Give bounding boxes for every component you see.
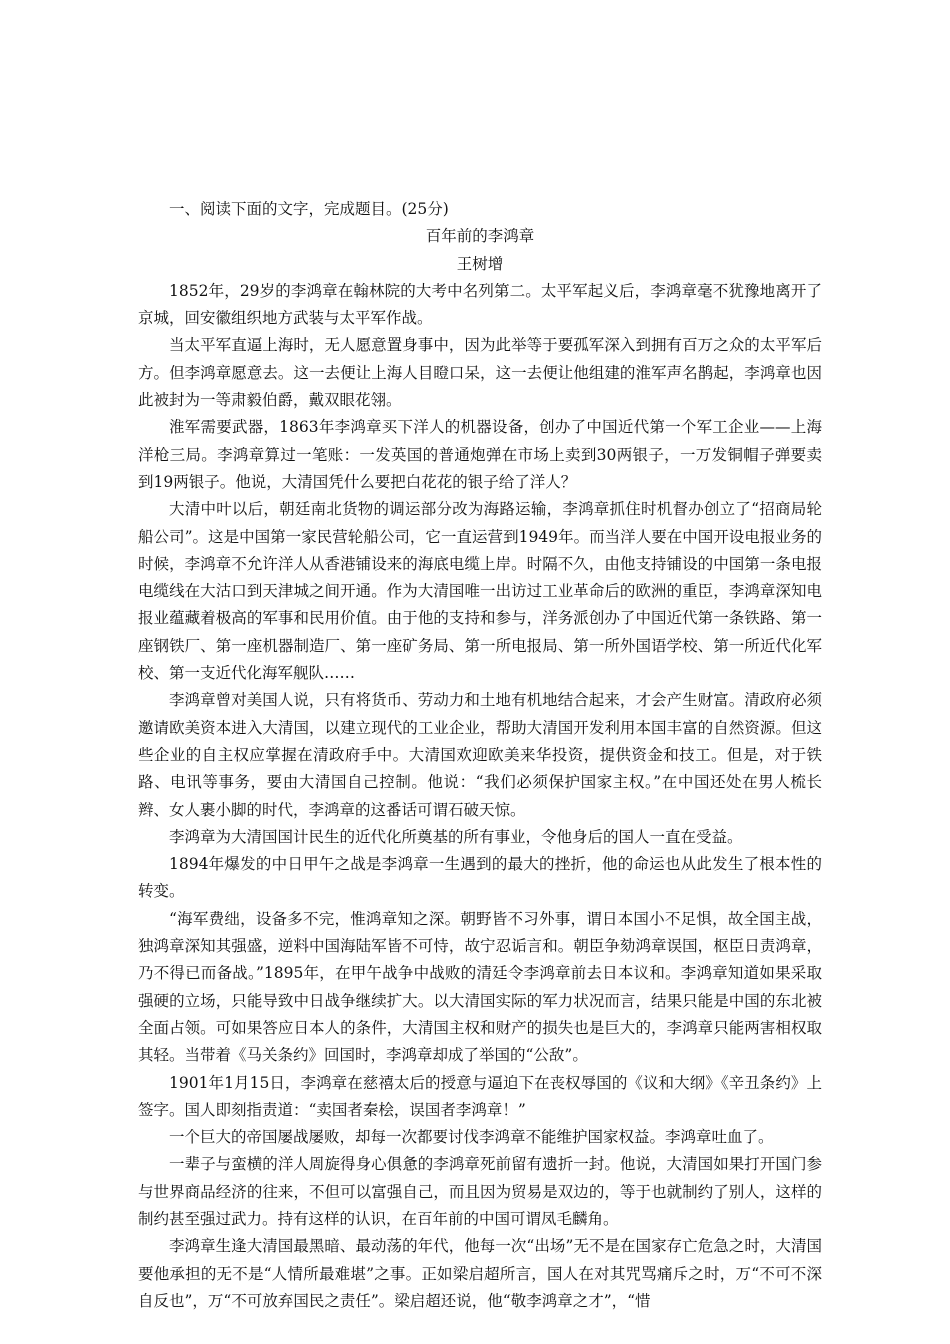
- paragraph-6: 李鸿章为大清国国计民生的近代化所奠基的所有事业，令他身后的国人一直在受益。: [169, 827, 743, 846]
- paragraph-2: 当太平军直逼上海时，无人愿意置身事中，因为此举等于要孤军深入到拥有百万之众的太平军后方。但李鸿章愿意去。这一去便让上海人目瞪口呆，这一去便让他组建的淮军声名鹊起，李鸿章也因此被封为一等肃毅伯爵，戴双眼花翎。: [138, 336, 822, 410]
- paragraph-8: “海军费绌，设备多不完，惟鸿章知之深。朝野皆不习外事，谓日本国小不足惧，故全国主战，独鸿章深知其强盛，逆料中国海陆军皆不可恃，故宁忍诟言和。朝臣争劾鸿章误国，枢臣日责鸿章，乃不得已而备战。”1895年，在甲午战争中战败的清廷令李鸿章前去日本议和。李鸿章知道如果采取强硬的立场，只能导致中日战争继续扩大。以大清国实际的军力状况而言，结果只能是中国的东北被全面占领。可如果答应日本人的条件，大清国主权和财产的损失也是巨大的，李鸿章只能两害相权取其轻。当带着《马关条约》回国时，李鸿章却成了举国的“公敌”。: [138, 909, 822, 1065]
- paragraph-4: 大清中叶以后，朝廷南北货物的调运部分改为海路运输，李鸿章抓住时机督办创立了“招商局轮船公司”。这是中国第一家民营轮船公司，它一直运营到1949年。而当洋人要在中国开设电报业务的时候，李鸿章不允许洋人从香港铺设来的海底电缆上岸。时隔不久，由他支持铺设的中国第一条电报电缆线在大沽口到天津城之间开通。作为大清国唯一出访过工业革命后的欧洲的重臣，李鸿章深知电报业蕴藏着极高的军事和民用价值。由于他的支持和参与，洋务派创办了中国近代第一条铁路、第一座钢铁厂、第一座机器制造厂、第一座矿务局、第一所电报局、第一所外国语学校、第一所近代化军校、第一支近代化海军舰队……: [138, 500, 822, 683]
- document-page: [138, 196, 822, 1315]
- question-heading: 一、阅读下面的文字，完成题目。(25分): [169, 200, 449, 218]
- article-author: 王树增: [456, 254, 504, 273]
- paragraph-12: 李鸿章生逢大清国最黑暗、最动荡的年代，他每一次“出场”无不是在国家存亡危急之时，大清国要他承担的无不是“人情所最难堪”之事。正如梁启超所言，国人在对其咒骂痛斥之时，万“不可不深自反也”，万“不可放弃国民之责任”。梁启超还说，他“敬李鸿章之才”，“惜: [138, 1237, 822, 1310]
- paragraph-3: 淮军需要武器，1863年李鸿章买下洋人的机器设备，创办了中国近代第一个军工企业——上海洋枪三局。李鸿章算过一笔账：一发英国的普通炮弹在市场上卖到30两银子，一万发铜帽子弹要卖到19两银子。他说，大清国凭什么要把白花花的银子给了洋人？: [138, 418, 822, 491]
- paragraph-11: 一辈子与蛮横的洋人周旋得身心俱惫的李鸿章死前留有遗折一封。他说，大清国如果打开国门参与世界商品经济的往来，不但可以富强自己，而且因为贸易是双边的，等于也就制约了别人，这样的制约甚至强过武力。持有这样的认识，在百年前的中国可谓凤毛麟角。: [138, 1155, 822, 1228]
- paragraph-1: 1852年，29岁的李鸿章在翰林院的大考中名列第二。太平军起义后，李鸿章毫不犹豫地离开了京城，回安徽组织地方武装与太平军作战。: [138, 281, 822, 328]
- paragraph-5: 李鸿章曾对美国人说，只有将货币、劳动力和土地有机地结合起来，才会产生财富。清政府必须邀请欧美资本进入大清国，以建立现代的工业企业，帮助大清国开发利用本国丰富的自然资源。但这些企业的自主权应掌握在清政府手中。大清国欢迎欧美来华投资，提供资金和技工。但是，对于铁路、电讯等事务，要由大清国自己控制。他说：“我们必须保护国家主权。”在中国还处在男人梳长辫、女人裹小脚的时代，李鸿章的这番话可谓石破天惊。: [138, 691, 822, 819]
- paragraph-10: 一个巨大的帝国屡战屡败，却每一次都要讨伐李鸿章不能维护国家权益。李鸿章吐血了。: [169, 1128, 774, 1147]
- paragraph-9: 1901年1月15日，李鸿章在慈禧太后的授意与逼迫下在丧权辱国的《议和大纲》《辛丑条约》上签字。国人即刻指责道：“卖国者秦桧，误国者李鸿章！”: [138, 1073, 822, 1119]
- article-title: 百年前的李鸿章: [425, 227, 535, 246]
- paragraph-7: 1894年爆发的中日甲午之战是李鸿章一生遇到的最大的挫折，他的命运也从此发生了根本性的转变。: [138, 855, 822, 901]
